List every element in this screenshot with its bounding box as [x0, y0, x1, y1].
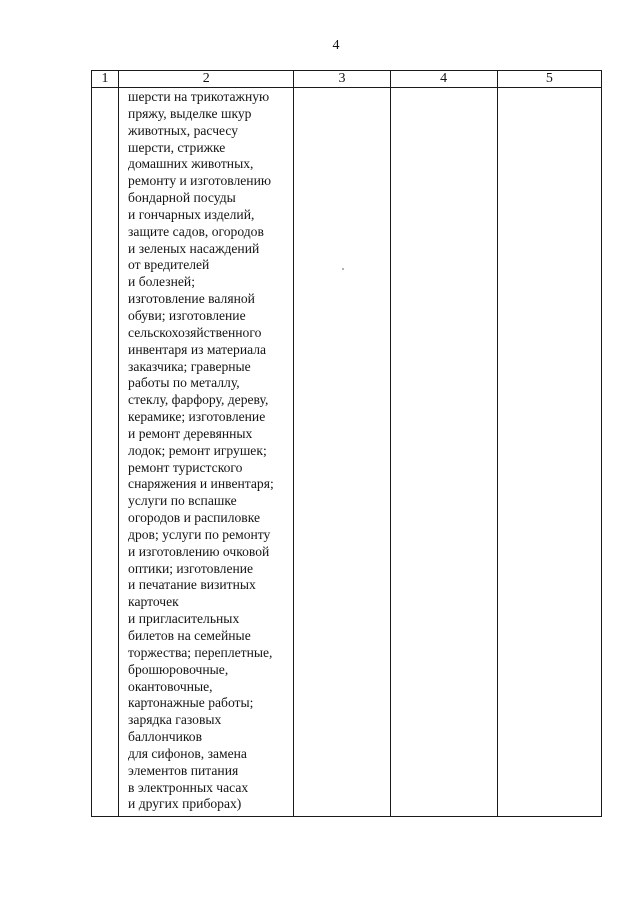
text-line: торжества; переплетные,	[128, 644, 273, 660]
text-line: от вредителей	[128, 257, 210, 273]
table-row	[92, 88, 602, 817]
text-line: баллончиков	[128, 729, 202, 745]
text-line: билетов на семейные	[128, 628, 251, 643]
text-line: и зеленых насаждений	[128, 240, 260, 256]
column-header-5: 5	[497, 71, 601, 88]
text-line: инвентаря из материала	[128, 341, 267, 357]
text-line: сельскохозяйственного	[128, 324, 262, 340]
text-line: керамике; изготовление	[128, 409, 266, 425]
text-line: зарядка газовых	[128, 712, 222, 728]
page-number: 4	[332, 38, 340, 53]
text-line: обуви; изготовление	[128, 307, 246, 323]
scan-speck	[342, 268, 344, 270]
text-line: защите садов, огородов	[128, 223, 264, 239]
text-line: ремонт туристского	[128, 459, 243, 475]
text-line: и гончарных изделий,	[128, 206, 255, 222]
text-line: элементов питания	[128, 762, 239, 778]
cell-col-3	[294, 88, 390, 817]
text-line: окантовочные,	[128, 678, 213, 694]
text-line: и ремонт деревянных	[128, 425, 253, 441]
text-line: лодок; ремонт игрушек;	[128, 442, 267, 458]
text-line: бондарной посуды	[128, 190, 236, 206]
text-line: и болезней;	[128, 274, 195, 290]
text-line: в электронных часах	[128, 779, 249, 795]
text-line: брошюровочные,	[128, 661, 229, 677]
text-line: и пригласительных	[128, 611, 240, 627]
text-line: карточек	[128, 594, 179, 610]
text-line: животных, расчесу	[128, 122, 239, 138]
text-line: и других приборах)	[128, 796, 242, 812]
text-line: оптики; изготовление	[128, 560, 254, 576]
table-header-row	[92, 71, 602, 88]
column-header-4: 4	[390, 71, 497, 88]
text-line: и печатание визитных	[128, 577, 256, 593]
column-header-1: 1	[92, 71, 119, 88]
cell-col-4	[390, 88, 497, 817]
column-header-3: 3	[294, 71, 390, 88]
text-line: картонажные работы;	[128, 695, 254, 711]
text-line: и изготовлению очковой	[128, 543, 270, 559]
text-line: стеклу, фарфору, дереву,	[128, 392, 269, 408]
text-line: шерсти на трикотажную	[128, 89, 270, 104]
text-line: шерсти, стрижке	[128, 139, 226, 155]
text-line: для сифонов, замена	[128, 745, 247, 761]
text-line: услуги по вспашке	[128, 493, 237, 509]
column-header-2: 2	[119, 71, 294, 88]
cell-col-2	[119, 88, 294, 817]
text-line: огородов и распиловке	[128, 510, 260, 526]
service-description-text	[119, 88, 293, 813]
text-line: ремонту и изготовлению	[128, 173, 271, 189]
text-line: снаряжения и инвентаря;	[128, 476, 274, 492]
text-line: домашних животных,	[128, 156, 254, 172]
text-line: работы по металлу,	[128, 375, 240, 391]
text-line: заказчика; граверные	[128, 358, 251, 374]
text-line: изготовление валяной	[128, 291, 255, 307]
cell-col-5	[497, 88, 601, 817]
text-line: пряжу, выделке шкур	[128, 105, 252, 121]
text-line: дров; услуги по ремонту	[128, 526, 271, 542]
document-table	[91, 70, 602, 817]
cell-col-1	[92, 88, 119, 817]
